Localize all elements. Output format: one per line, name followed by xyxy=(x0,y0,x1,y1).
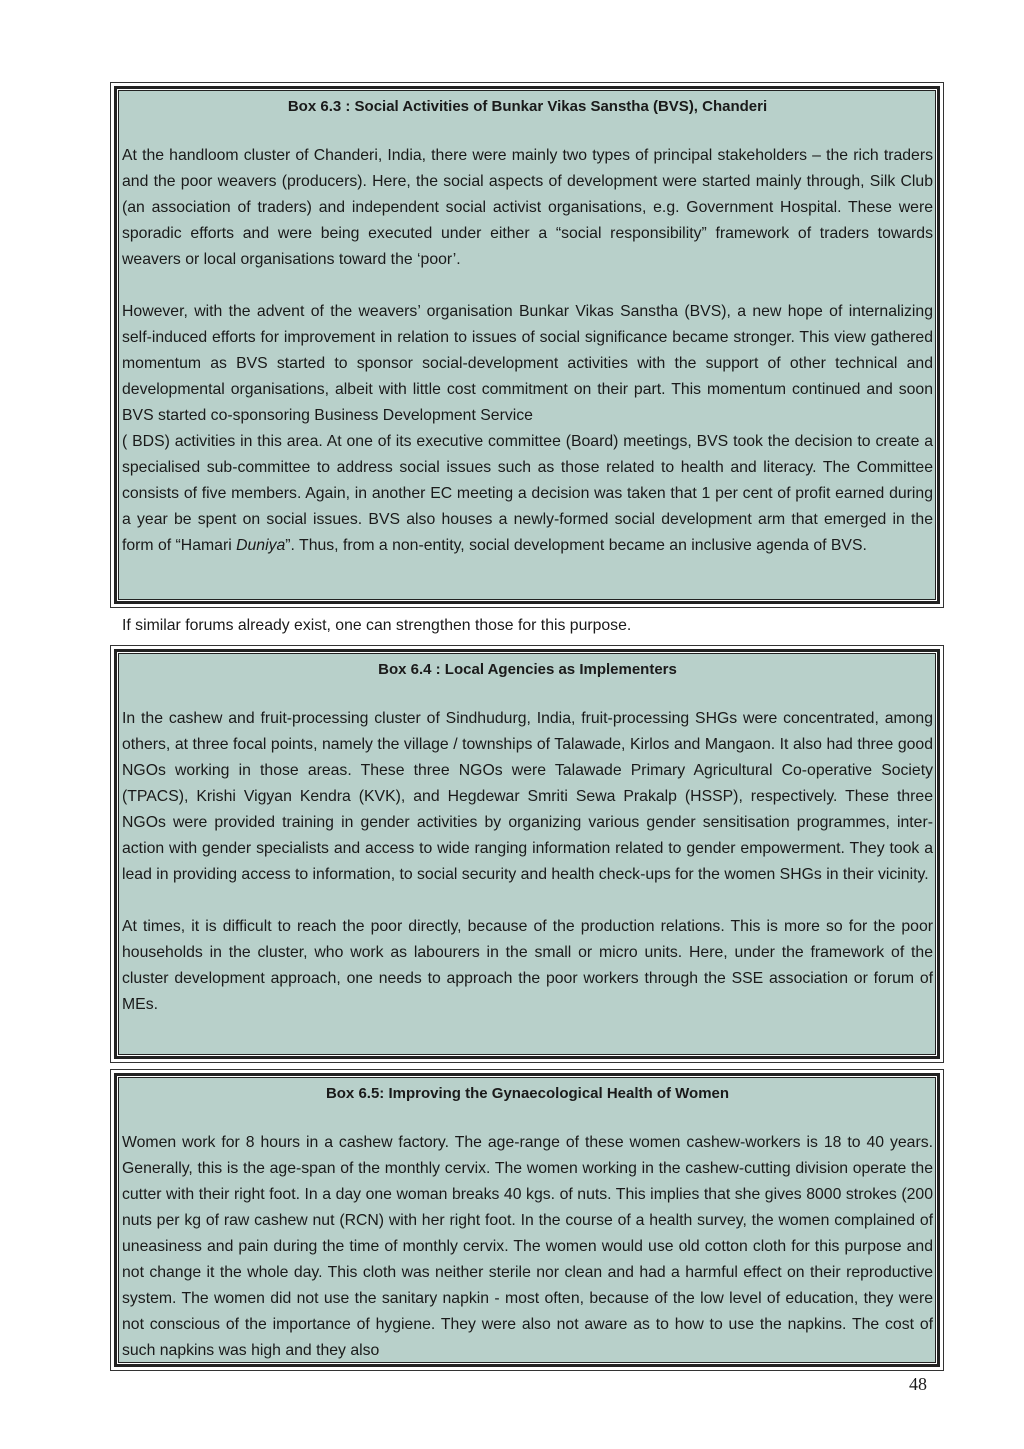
box-6-5 xyxy=(110,1069,944,1371)
box-6-3-paragraph-2 xyxy=(122,299,933,559)
box-6-4-paragraph-2: At times, it is difficult to reach the poor directly, because of the production relations. This is more so for the poor households in the cluster, who work as labourers in the small or micro units. Here, under the framework of the cluster development approach, one needs to approach the poor workers through the SSE association or forum of MEs. xyxy=(122,918,933,1013)
duniya-italic: Duniya xyxy=(236,537,286,554)
box-6-3-paragraph-1: At the handloom cluster of Chanderi, India, there were mainly two types of principal stakeholders – the rich traders and the poor weavers (producers). Here, the social aspects of development were started mainly through, Silk Club (an association of traders) and independent social activist organisations, e.g. Government Hospital. These were sporadic efforts and were being executed under either a “social responsibility” framework of traders towards weavers or local organisations toward the ‘poor’. xyxy=(122,147,933,268)
box-6-5-frame xyxy=(114,1073,940,1367)
box-6-4-frame xyxy=(114,649,940,1059)
page-number: 48 xyxy=(909,1374,927,1394)
box-6-4-content xyxy=(118,653,936,1055)
box-6-3-content xyxy=(118,90,936,600)
between-boxes-text: If similar forums already exist, one can strengthen those for this purpose. xyxy=(122,617,632,634)
box-6-5-content xyxy=(118,1077,936,1363)
box-6-3-paragraph-2-part-c: ”. Thus, from a non-entity, social development became an inclusive agenda of BVS. xyxy=(285,537,867,554)
box-6-5-title: Box 6.5: Improving the Gynaecological Health of Women xyxy=(325,1085,730,1102)
box-6-4 xyxy=(110,645,944,1063)
box-6-4-title: Box 6.4 : Local Agencies as Implementers xyxy=(378,661,677,678)
box-6-4-paragraph-1: In the cashew and fruit-processing cluster of Sindhudurg, India, fruit-processing SHGs were concentrated, among others, at three focal points, namely the village / townships of Talawade, Kirlos and Mangaon. It also had three good NGOs working in those areas. These three NGOs were Talawade Primary Agricultural Co-operative Society (TPACS), Krishi Vigyan Kendra (KVK), and Hegdewar Smriti Sewa Prakalp (HSSP), respectively. These three NGOs were provided training in gender activities by organizing various gender sensitisation programmes, inter-action with gender specialists and access to wide ranging information related to gender empowerment. They took a lead in providing access to information, to social security and health check-ups for the women SHGs in their vicinity. xyxy=(122,710,933,883)
box-6-3-frame xyxy=(114,86,940,604)
box-6-3-title: Box 6.3 : Social Activities of Bunkar Vikas Sanstha (BVS), Chanderi xyxy=(287,98,768,115)
box-6-3-paragraph-2-part-a: However, with the advent of the weavers’ organisation Bunkar Vikas Sanstha (BVS), a new hope of internalizing self-induced efforts for improvement in relation to issues of social significance became stronger. This view gathered momentum as BVS started to sponsor social-development activities with the support of other technical and developmental organisations, albeit with little cost commitment on their part. This momentum continued and soon BVS started co-sponsoring Business Development Service xyxy=(122,303,933,424)
box-6-5-paragraph-1: Women work for 8 hours in a cashew factory. The age-range of these women cashew-workers is 18 to 40 years. Generally, this is the age-span of the monthly cervix. The women working in the cashew-cutting division operate the cutter with their right foot. In a day one woman breaks 40 kgs. of nuts. This implies that she gives 8000 strokes (200 nuts per kg of raw cashew nut (RCN) with her right foot. In the course of a health survey, the women complained of uneasiness and pain during the time of monthly cervix. The women would use old cotton cloth for this purpose and not change it the whole day. This cloth was neither sterile nor clean and had a harmful effect on their reproductive system. The women did not use the sanitary napkin - most often, because of the low level of education, they were not conscious of the importance of hygiene. They were also not aware as to how to use the napkins. The cost of such napkins was high and they also xyxy=(122,1134,933,1359)
box-6-3-paragraph-2-part-b: ( BDS) activities in this area. At one of its executive committee (Board) meetings, BVS took the decision to create a specialised sub-committee to address social issues such as those related to health and literacy. The Committee consists of five members. Again, in another EC meeting a decision was taken that 1 per cent of profit earned during a year be spent on social issues. BVS also houses a newly-formed social development arm that emerged in the form of “Hamari xyxy=(122,433,933,554)
box-6-3 xyxy=(110,82,944,608)
